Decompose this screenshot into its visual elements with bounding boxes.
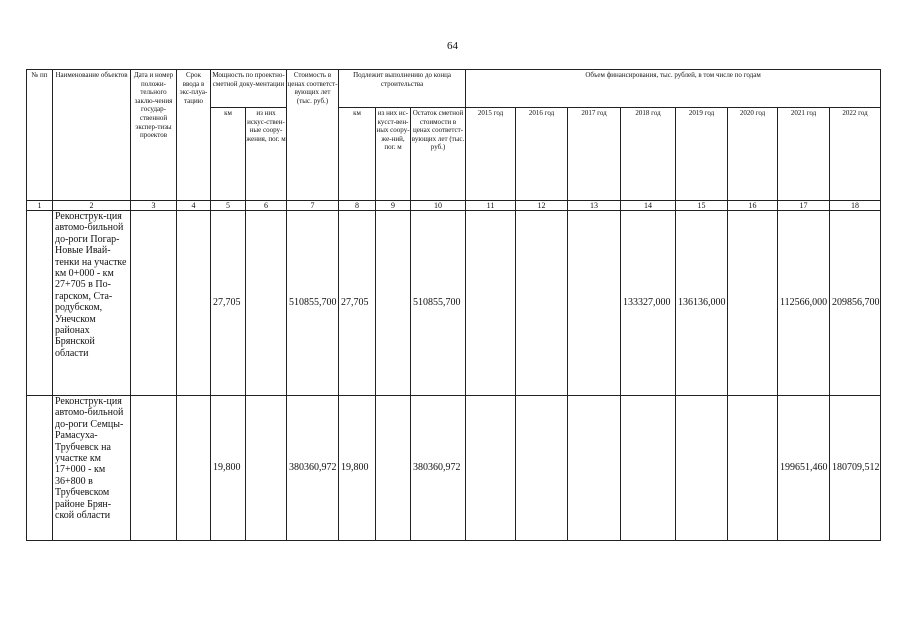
header-capacity-art: из них искус-ствен-ные соору-жения, пог. м	[246, 108, 287, 201]
year-2022-value: 180709,512	[830, 396, 881, 541]
deadline	[177, 396, 211, 541]
column-number: 18	[830, 201, 881, 211]
column-number: 4	[177, 201, 211, 211]
column-number: 5	[211, 201, 246, 211]
header-deadline: Срок ввода в экс-плуа-тацию	[177, 70, 211, 201]
year-2016-value	[516, 396, 568, 541]
cost-value: 380360,972	[287, 396, 339, 541]
remaining-value: 510855,700	[411, 211, 466, 396]
column-number: 8	[339, 201, 376, 211]
year-2020-value	[728, 396, 778, 541]
header-year: 2022 год	[830, 108, 881, 201]
year-2016-value	[516, 211, 568, 396]
column-number: 1	[27, 201, 53, 211]
year-2021-value: 112566,000	[778, 211, 830, 396]
year-2015-value	[466, 396, 516, 541]
header-year: 2015 год	[466, 108, 516, 201]
capacity-art	[246, 211, 287, 396]
year-2022-value: 209856,700	[830, 211, 881, 396]
header-year: 2019 год	[676, 108, 728, 201]
year-2015-value	[466, 211, 516, 396]
column-number: 15	[676, 201, 728, 211]
header-year: 2017 год	[568, 108, 621, 201]
subject-art	[376, 396, 411, 541]
remaining-value: 380360,972	[411, 396, 466, 541]
header-year: 2016 год	[516, 108, 568, 201]
year-2017-value	[568, 396, 621, 541]
header-subject-km: км	[339, 108, 376, 201]
table-row	[27, 211, 881, 396]
page-number: 64	[447, 40, 458, 52]
header-subject: Подлежит выполнению до конца строительства	[339, 70, 466, 108]
object-name: Реконструк-ция автомо-бильной до-роги Погар-Новые Ивай-тенки на участке км 0+000 - км 27+705 в По-гарском, Ста-родубском, Унечском районах Брянской области	[53, 211, 131, 396]
column-number: 13	[568, 201, 621, 211]
table-row	[27, 396, 881, 541]
cost-value: 510855,700	[287, 211, 339, 396]
header-row-1	[27, 70, 881, 108]
deadline	[177, 211, 211, 396]
year-2018-value	[621, 396, 676, 541]
column-number: 9	[376, 201, 411, 211]
year-2020-value	[728, 211, 778, 396]
year-2021-value: 199651,460	[778, 396, 830, 541]
header-remaining: Остаток сметной стоимости в ценах соответст-вующих лет (тыс. руб.)	[411, 108, 466, 201]
header-name: Наименование объектов	[53, 70, 131, 201]
year-2017-value	[568, 211, 621, 396]
column-number: 2	[53, 201, 131, 211]
expertise-date	[131, 396, 177, 541]
header-year: 2018 год	[621, 108, 676, 201]
year-2019-value: 136136,000	[676, 211, 728, 396]
column-number: 16	[728, 201, 778, 211]
header-financing: Объем финансирования, тыс. рублей, в том числе по годам	[466, 70, 881, 108]
column-number: 12	[516, 201, 568, 211]
header-no: № пп	[27, 70, 53, 201]
column-number: 10	[411, 201, 466, 211]
object-name: Реконструк-ция автомо-бильной до-роги Семцы-Рамасуха-Трубчевск на участке км 17+000 - км 36+800 в Трубчевском районе Брян-ской области	[53, 396, 131, 541]
header-capacity: Мощность по проектно-сметной доку-ментации	[211, 70, 287, 108]
year-2019-value	[676, 396, 728, 541]
column-number: 3	[131, 201, 177, 211]
column-number: 7	[287, 201, 339, 211]
expertise-date	[131, 211, 177, 396]
capacity-art	[246, 396, 287, 541]
row-no	[27, 211, 53, 396]
column-number: 14	[621, 201, 676, 211]
header-capacity-km: км	[211, 108, 246, 201]
subject-art	[376, 211, 411, 396]
column-number: 6	[246, 201, 287, 211]
header-date: Дата и номер положи-тельного заклю-чения государ-ственной экспер-тизы проектов	[131, 70, 177, 201]
capacity-km: 27,705	[211, 211, 246, 396]
header-subject-art: из них ис-кусст-вен-ных соору-же-ний, пог. м	[376, 108, 411, 201]
header-year: 2021 год	[778, 108, 830, 201]
capacity-km: 19,800	[211, 396, 246, 541]
year-2018-value: 133327,000	[621, 211, 676, 396]
column-number-row	[27, 201, 881, 211]
subject-km: 19,800	[339, 396, 376, 541]
column-number: 11	[466, 201, 516, 211]
subject-km: 27,705	[339, 211, 376, 396]
header-year: 2020 год	[728, 108, 778, 201]
header-cost: Стоимость в ценах соответст-вующих лет (тыс. руб.)	[287, 70, 339, 201]
financing-table	[26, 69, 881, 541]
row-no	[27, 396, 53, 541]
column-number: 17	[778, 201, 830, 211]
